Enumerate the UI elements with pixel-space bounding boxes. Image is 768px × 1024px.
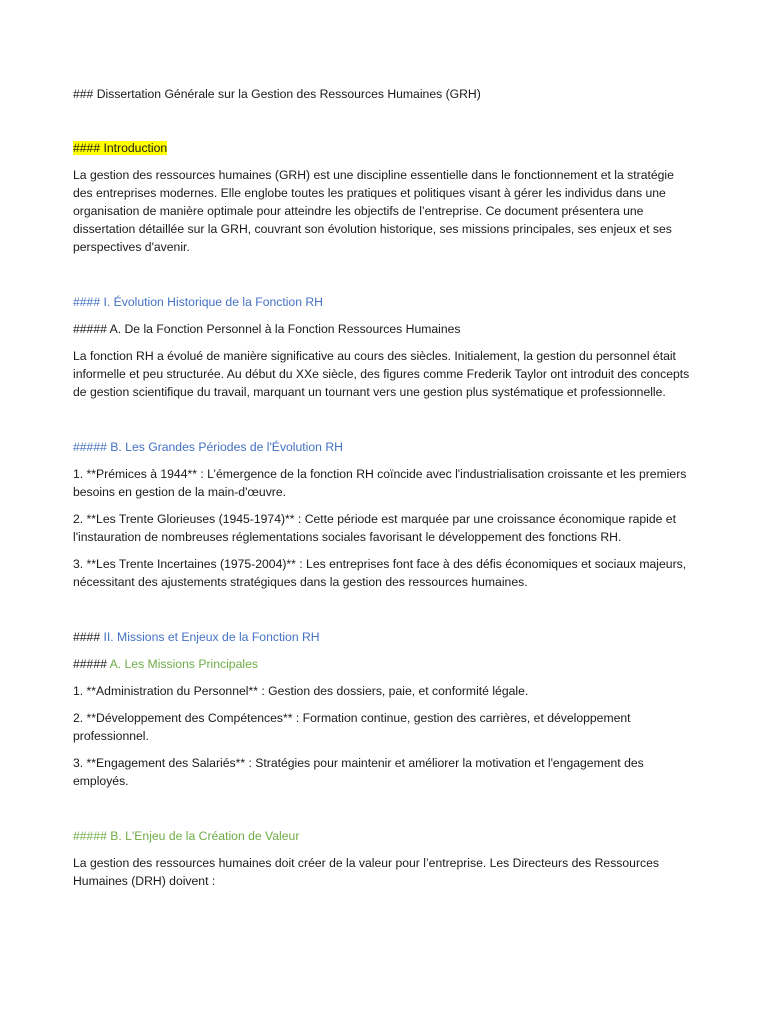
section2-subB-paragraph: La gestion des ressources humaines doit créer de la valeur pour l’entreprise. Les Directeurs des Ressources Humaines (DRH) doivent : (73, 856, 659, 888)
section2-subB-heading: ##### B. L'Enjeu de la Création de Valeur (73, 829, 300, 843)
intro-heading-highlight: #### Introduction (73, 141, 168, 155)
section2-subA-text: A. Les Missions Principales (109, 657, 258, 671)
section2-heading (73, 628, 694, 646)
list-item: 3. **Engagement des Salariés** : Stratégies pour maintenir et améliorer la motivation et l'engagement des employés. (73, 756, 644, 788)
document-title: ### Dissertation Générale sur la Gestion des Ressources Humaines (GRH) (73, 87, 481, 101)
section2-subA-heading (73, 655, 694, 673)
intro-heading (73, 139, 694, 157)
list-item: 2. **Développement des Compétences** : Formation continue, gestion des carrières, et développement professionnel. (73, 711, 631, 743)
section2-heading-text: II. Missions et Enjeux de la Fonction RH (103, 630, 320, 644)
section1-heading: #### I. Évolution Historique de la Fonction RH (73, 295, 323, 309)
section1-subA-paragraph: La fonction RH a évolué de manière significative au cours des siècles. Initialement, la gestion du personnel était informelle et peu structurée. Au début du XXe siècle, des figures comme Frederik Taylor ont introduit des concepts de gestion scientifique du travail, marquant un tournant vers une gestion plus systématique et professionnelle. (73, 349, 690, 399)
list-item: 3. **Les Trente Incertaines (1975-2004)** : Les entreprises font face à des défis économiques et sociaux majeurs, nécessitant des ajustements stratégiques dans la gestion des ressources humaines. (73, 557, 687, 589)
list-item: 2. **Les Trente Glorieuses (1945-1974)** : Cette période est marquée par une croissance économique rapide et l'instauration de nombreuses réglementations sociales favorisant le développement des fonctions RH. (73, 512, 676, 544)
section1-subA-heading: ##### A. De la Fonction Personnel à la Fonction Ressources Humaines (73, 322, 461, 336)
intro-paragraph: La gestion des ressources humaines (GRH) est une discipline essentielle dans le fonctionnement et la stratégie des entreprises modernes. Elle englobe toutes les pratiques et politiques visant à gérer les individus dans une organisation de manière optimale pour atteindre les objectifs de l’entreprise. Ce document présentera une dissertation détaillée sur la GRH, couvrant son évolution historique, ses missions principales, ses enjeux et ses perspectives d'avenir. (73, 168, 674, 254)
section1-subB-heading: ##### B. Les Grandes Périodes de l'Évolution RH (73, 440, 343, 454)
section2-heading-prefix: #### (73, 630, 104, 644)
section2-subA-prefix: ##### (73, 657, 110, 671)
list-item: 1. **Prémices à 1944** : L’émergence de la fonction RH coïncide avec l'industrialisation croissante et les premiers besoins en gestion de la main-d'œuvre. (73, 467, 687, 499)
list-item: 1. **Administration du Personnel** : Gestion des dossiers, paie, et conformité légale. (73, 684, 529, 698)
